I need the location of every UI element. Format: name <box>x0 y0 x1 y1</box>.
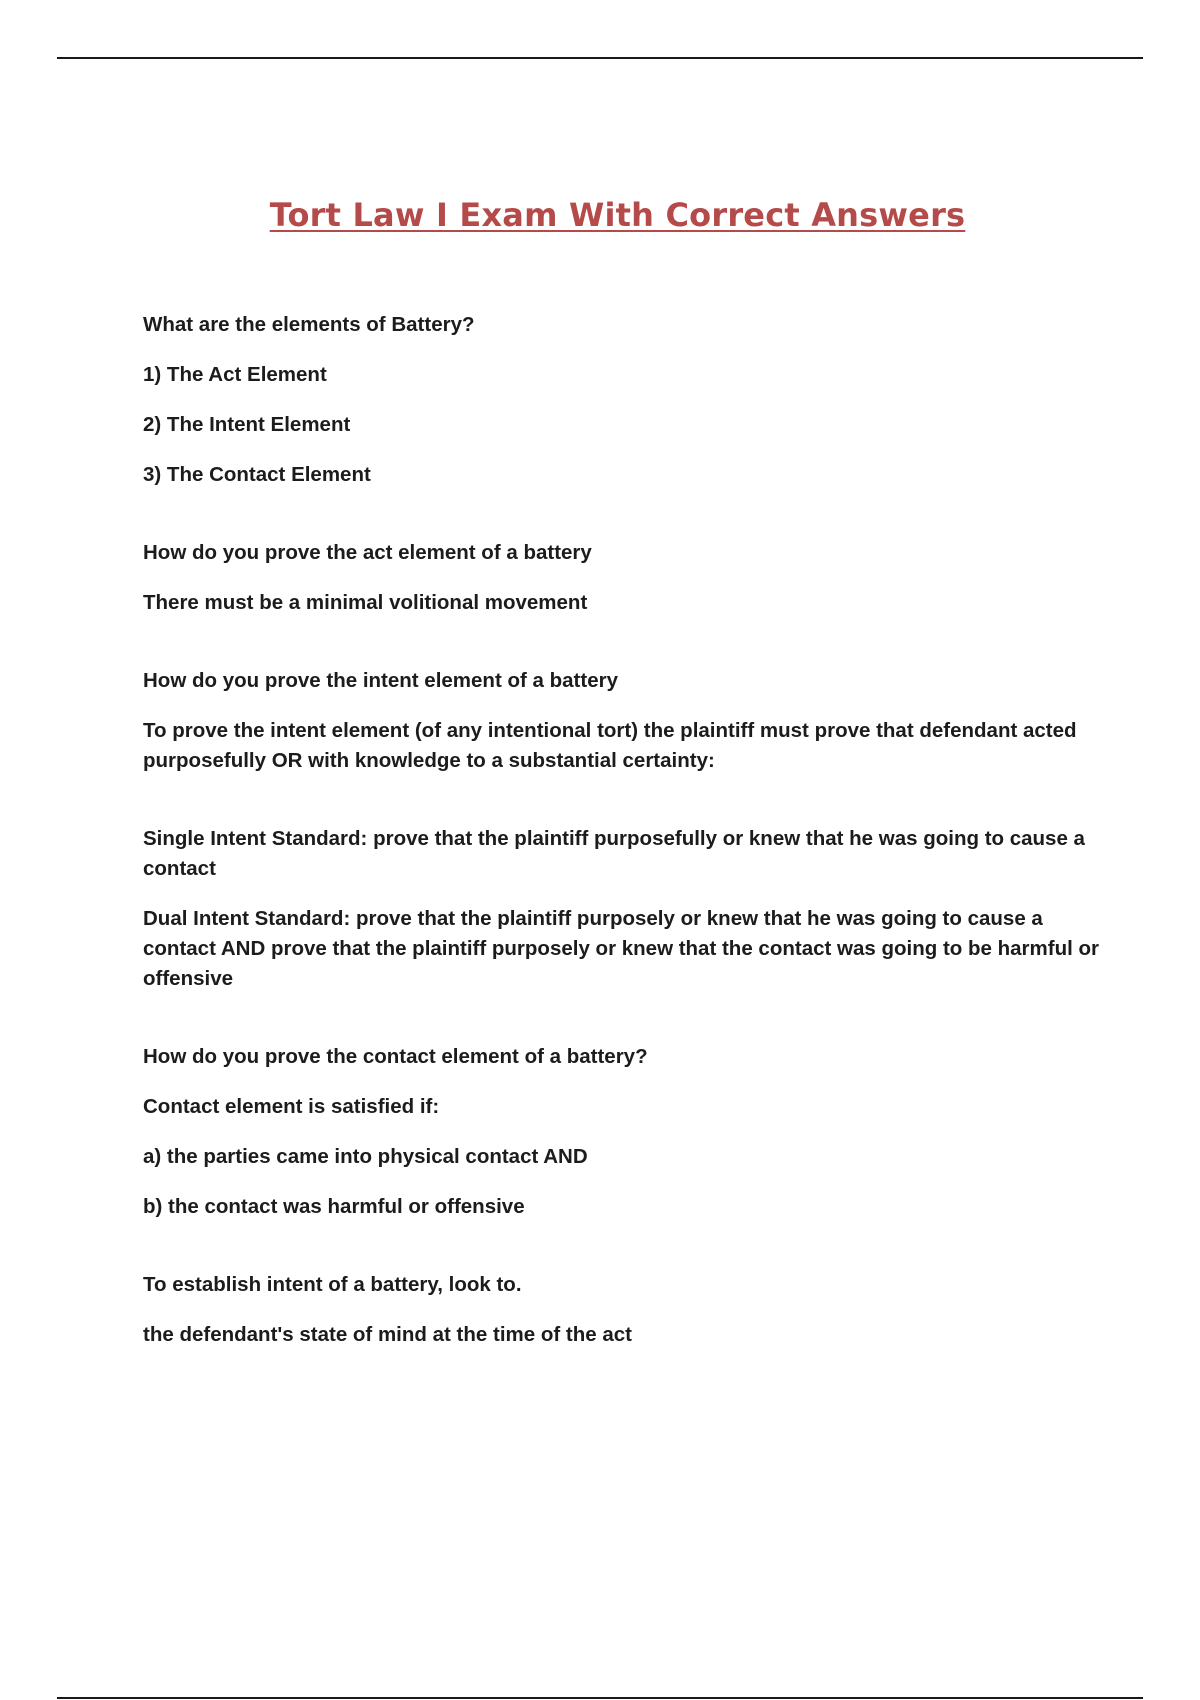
question-text: To establish intent of a battery, look to. <box>143 1273 522 1296</box>
qa-block-intent-standards <box>143 824 1103 994</box>
dual-intent-standard-text: Dual Intent Standard: prove that the plaintiff purposely or knew that he was going to cause a contact AND prove that the plaintiff purposely or knew that the contact was going to be harmful or offensive <box>143 907 1099 990</box>
question-text: What are the elements of Battery? <box>143 313 475 336</box>
question-text: How do you prove the contact element of a battery? <box>143 1045 648 1068</box>
answer-text: the defendant's state of mind at the time of the act <box>143 1323 632 1346</box>
answer-text: 2) The Intent Element <box>143 413 351 436</box>
question-text: How do you prove the intent element of a battery <box>143 669 618 692</box>
top-divider <box>57 57 1143 59</box>
answer-text: a) the parties came into physical contact AND <box>143 1145 588 1168</box>
answer-text: 1) The Act Element <box>143 363 327 386</box>
bottom-divider <box>57 1697 1143 1699</box>
qa-block-elements-of-battery <box>143 310 1103 490</box>
single-intent-standard-text: Single Intent Standard: prove that the plaintiff purposefully or knew that he was going to cause a contact <box>143 827 1085 880</box>
document-body <box>143 310 1103 1370</box>
document-title: Tort Law I Exam With Correct Answers <box>269 196 966 234</box>
qa-block-act-element <box>143 538 1103 618</box>
qa-block-intent-element <box>143 666 1103 776</box>
answer-text: There must be a minimal volitional movement <box>143 591 588 614</box>
question-text: How do you prove the act element of a battery <box>143 541 592 564</box>
answer-text: 3) The Contact Element <box>143 463 371 486</box>
answer-text: b) the contact was harmful or offensive <box>143 1195 525 1218</box>
qa-block-contact-element <box>143 1042 1103 1222</box>
qa-block-establish-intent <box>143 1270 1103 1350</box>
answer-text: Contact element is satisfied if: <box>143 1095 440 1118</box>
answer-text: To prove the intent element (of any intentional tort) the plaintiff must prove that defendant acted purposefully OR with knowledge to a substantial certainty: <box>143 719 1077 772</box>
